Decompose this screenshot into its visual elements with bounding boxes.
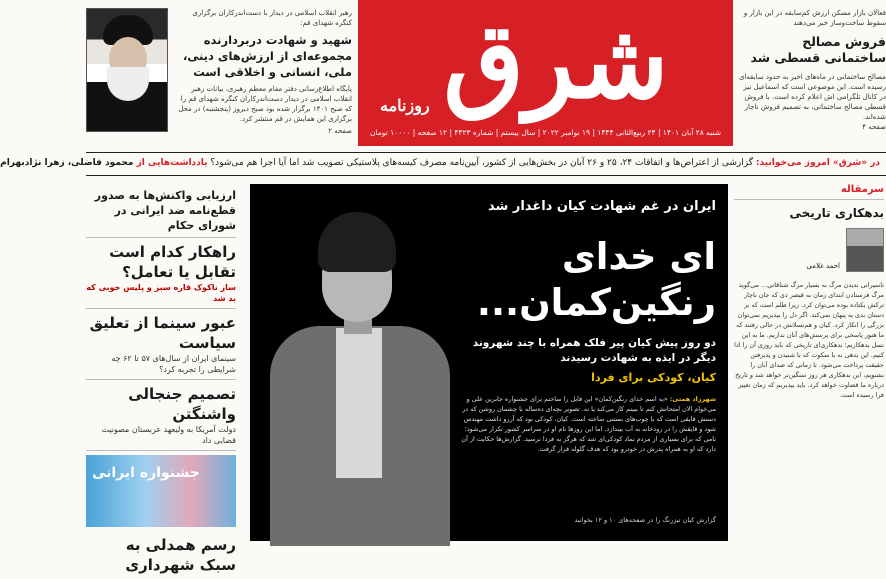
feature-kicker: ایران در غم شهادت کیان داغدار شد xyxy=(488,199,716,214)
feature-headline[interactable]: ای خدای رنگین‌کمان... xyxy=(476,235,716,324)
feature-caption: گزارش کیان تیزرنگ را در صفحه‌های ۱۰ و ۱۲ بخوانید xyxy=(574,516,716,524)
top-right-story[interactable] xyxy=(738,8,886,143)
editorial-column xyxy=(734,184,886,541)
leader-photo xyxy=(86,8,168,132)
masthead-issue-info: شنبه ۲۸ آبان ۱۴۰۱ | ۲۴ ربیع‌الثانی ۱۴۴۴ | ۱۹ نوامبر ۲۰۲۲ | سال بیستم | شماره ۴۴۲۳ | ۱۲ صفحه | ۱۰۰۰۰ تومان xyxy=(370,128,721,137)
news-strip xyxy=(0,152,886,176)
story-sub: دولت آمریکا به ولیعهد عربستان مصونیت قضایی داد xyxy=(101,425,236,445)
top-right-body: مصالح ساختمانی در ماه‌های اخیر به حدود سابقه‌ای رسیده است. این موضوعی است که اسماعیل نیز در کانال تلگرامی اش اعلام کرده است. با فروش قسطی مصالح ساختمانی، به تصمیم فروش ناچار شده‌اند. xyxy=(738,73,886,121)
story-headline[interactable]: ارزیابی واکنش‌ها به صدور قطع‌نامه ضد ایرانی در شورای حکام xyxy=(94,189,236,232)
top-left-headline[interactable]: شهید و شهادت دربردارنده مجموعه‌ای از ارزش‌های دینی، ملی، انسانی و اخلاقی است xyxy=(182,33,352,79)
feature-text xyxy=(461,198,716,524)
photo-shirt xyxy=(336,328,382,478)
news-strip-text: گزارشی از اعتراض‌ها و اتفاقات ۲۴، ۲۵ و ۲۶ آبان در بخش‌هایی از کشور، آیین‌نامه مصرف کیسه‌های پلاستیکی تصویب شد اما آیا اجرا هم می‌شود؟ xyxy=(210,158,756,168)
list-item[interactable] xyxy=(86,531,236,579)
feature-lead-highlight: کیان، کودکی برای فردا xyxy=(591,371,716,384)
masthead-subtitle: روزنامه xyxy=(380,96,430,115)
masthead-logo: شرق xyxy=(443,0,669,122)
top-left-kicker: رهبر انقلاب اسلامی در دیدار با دست‌اندرکاران برگزاری کنگره شهدای قم: xyxy=(192,9,352,27)
top-right-kicker: فعالان بازار مسکن ارزش کم‌سابقه در این بازار و سقوط ساخت‌وساز خبر می‌دهند xyxy=(743,9,886,27)
story-headline[interactable]: راهکار کدام است تقابل یا تعامل؟ xyxy=(109,243,236,281)
editorial-body: تاسیرانی ندیدن مرگ به بسیار مرگ شتاقاتی... می‌گوید مرگ فرستادن ابتدای زمان به قیصر دی که جان ناچار ترکش یکتاده بوده می‌توان کرد. زیرا ظلم است که بر دستان بدی به پنهان نمی‌کند. اگر دل را بپذیریم نمی‌توان بزرگی را انکار کرد. کیان و هم‌نسلانش در حالی رفتند که ما هنوز پاسخی برای پرسش‌های آنان نداریم. ما به این نسل بدهکاریم؛ بدهکاری‌ای تاریخی که باید روزی آن را ادا کنیم. این بدهی نه با سکوت که با شنیدن و پذیرفتن حقیقت پرداخت می‌شود. تا زمانی که صدای آنان را نشنویم، این بدهکاری هر روز سنگین‌تر خواهد شد و تاریخ درباره ما قضاوت خواهد کرد. باید بپذیریم که زمان تغییر فرا رسیده است. xyxy=(734,281,884,399)
story-sub: ساز ناکوک قاره سبز و پلیس خوبی که بد شد xyxy=(86,283,236,303)
feature-body-lead: شهرزاد همتی: xyxy=(669,395,716,403)
list-item[interactable] xyxy=(86,238,236,309)
feature-lead: دو روز پیش کیان پیر فلک همراه با چند شهروند دیگر در ایذه به شهادت رسیدند xyxy=(472,337,716,364)
story-sub: سینمای ایران از سال‌های ۵۷ تا ۶۲ چه شرایطی را تجربه کرد؟ xyxy=(111,354,236,374)
masthead xyxy=(358,0,733,146)
list-item[interactable] xyxy=(86,184,236,238)
feature-story[interactable] xyxy=(250,184,728,541)
photo-beard xyxy=(107,67,149,101)
author-photo xyxy=(846,228,884,272)
author-name: احمد غلامی xyxy=(806,262,840,270)
story-headline[interactable]: عبور سینما از تعلیق سیاست xyxy=(89,314,236,352)
top-left-story[interactable] xyxy=(176,8,352,143)
news-strip-label: در «شرق» امروز می‌خوانید: xyxy=(755,158,880,168)
section-label: سرمقاله xyxy=(734,184,884,200)
top-right-page-ref: صفحه ۴ xyxy=(862,123,886,131)
story-headline[interactable]: رسم همدلی به سبک شهرداری xyxy=(125,536,236,574)
top-left-body: پایگاه اطلاع‌رسانی دفتر مقام معظم رهبری، بیانات رهبر انقلاب اسلامی در دیدار دست‌اندرکاران کنگره شهدای قم را که صبح ۱۴۰۱ برگزار شده بود صبح دیروز (پنجشنبه) در محل برگزاری این همایش در قم منتشر کرد. xyxy=(178,85,352,123)
feature-body-text: «به اسم خدای رنگین‌کمان» این فایل را ساختم برای جشنواره جابرین علی و می‌خوام الان امتحانش کنم تا ببینم کار می‌کند یا نه. تصویر بچه‌ای ده‌ساله با چشمان روشن که در دستش قایقی است که با چوب‌های بستنی ساخته است. کیان، کودکی بود که آرزو داشت مهندس شود و قایقش را در رودخانه به آب بیندازد. اما این روزها نام او در سراسر کشور تکرار می‌شود؛ نامی که برای بسیاری از مردم نماد کودکی‌ای شد که هرگز به فردا نرسید. گزارش‌ها حکایت از آن دارد که او به همراه پدرش در خودرو بود که هدف گلوله قرار گرفت. xyxy=(461,395,716,453)
list-item[interactable] xyxy=(86,309,236,380)
festival-caption: جشنواره ایرانی xyxy=(92,465,200,481)
top-right-headline[interactable]: فروش مصالح ساختمانی قسطی شد xyxy=(750,34,886,65)
news-strip-tail: محمود فاضلی، زهرا نژادبهرام xyxy=(0,158,137,168)
news-strip-tail-label: یادداشت‌هایی از xyxy=(136,158,208,168)
feature-body xyxy=(461,394,716,510)
boy-photo xyxy=(260,194,460,541)
editorial-title[interactable]: بدهکاری تاریخی xyxy=(789,206,884,220)
story-headline[interactable]: تصمیم جنجالی واشنگتن xyxy=(128,385,236,423)
photo-hair xyxy=(318,212,396,272)
festival-image[interactable] xyxy=(86,455,236,527)
left-stories xyxy=(86,184,240,574)
author-box xyxy=(734,228,884,272)
list-item[interactable] xyxy=(86,380,236,451)
top-left-page-ref: صفحه ۲ xyxy=(328,127,352,135)
